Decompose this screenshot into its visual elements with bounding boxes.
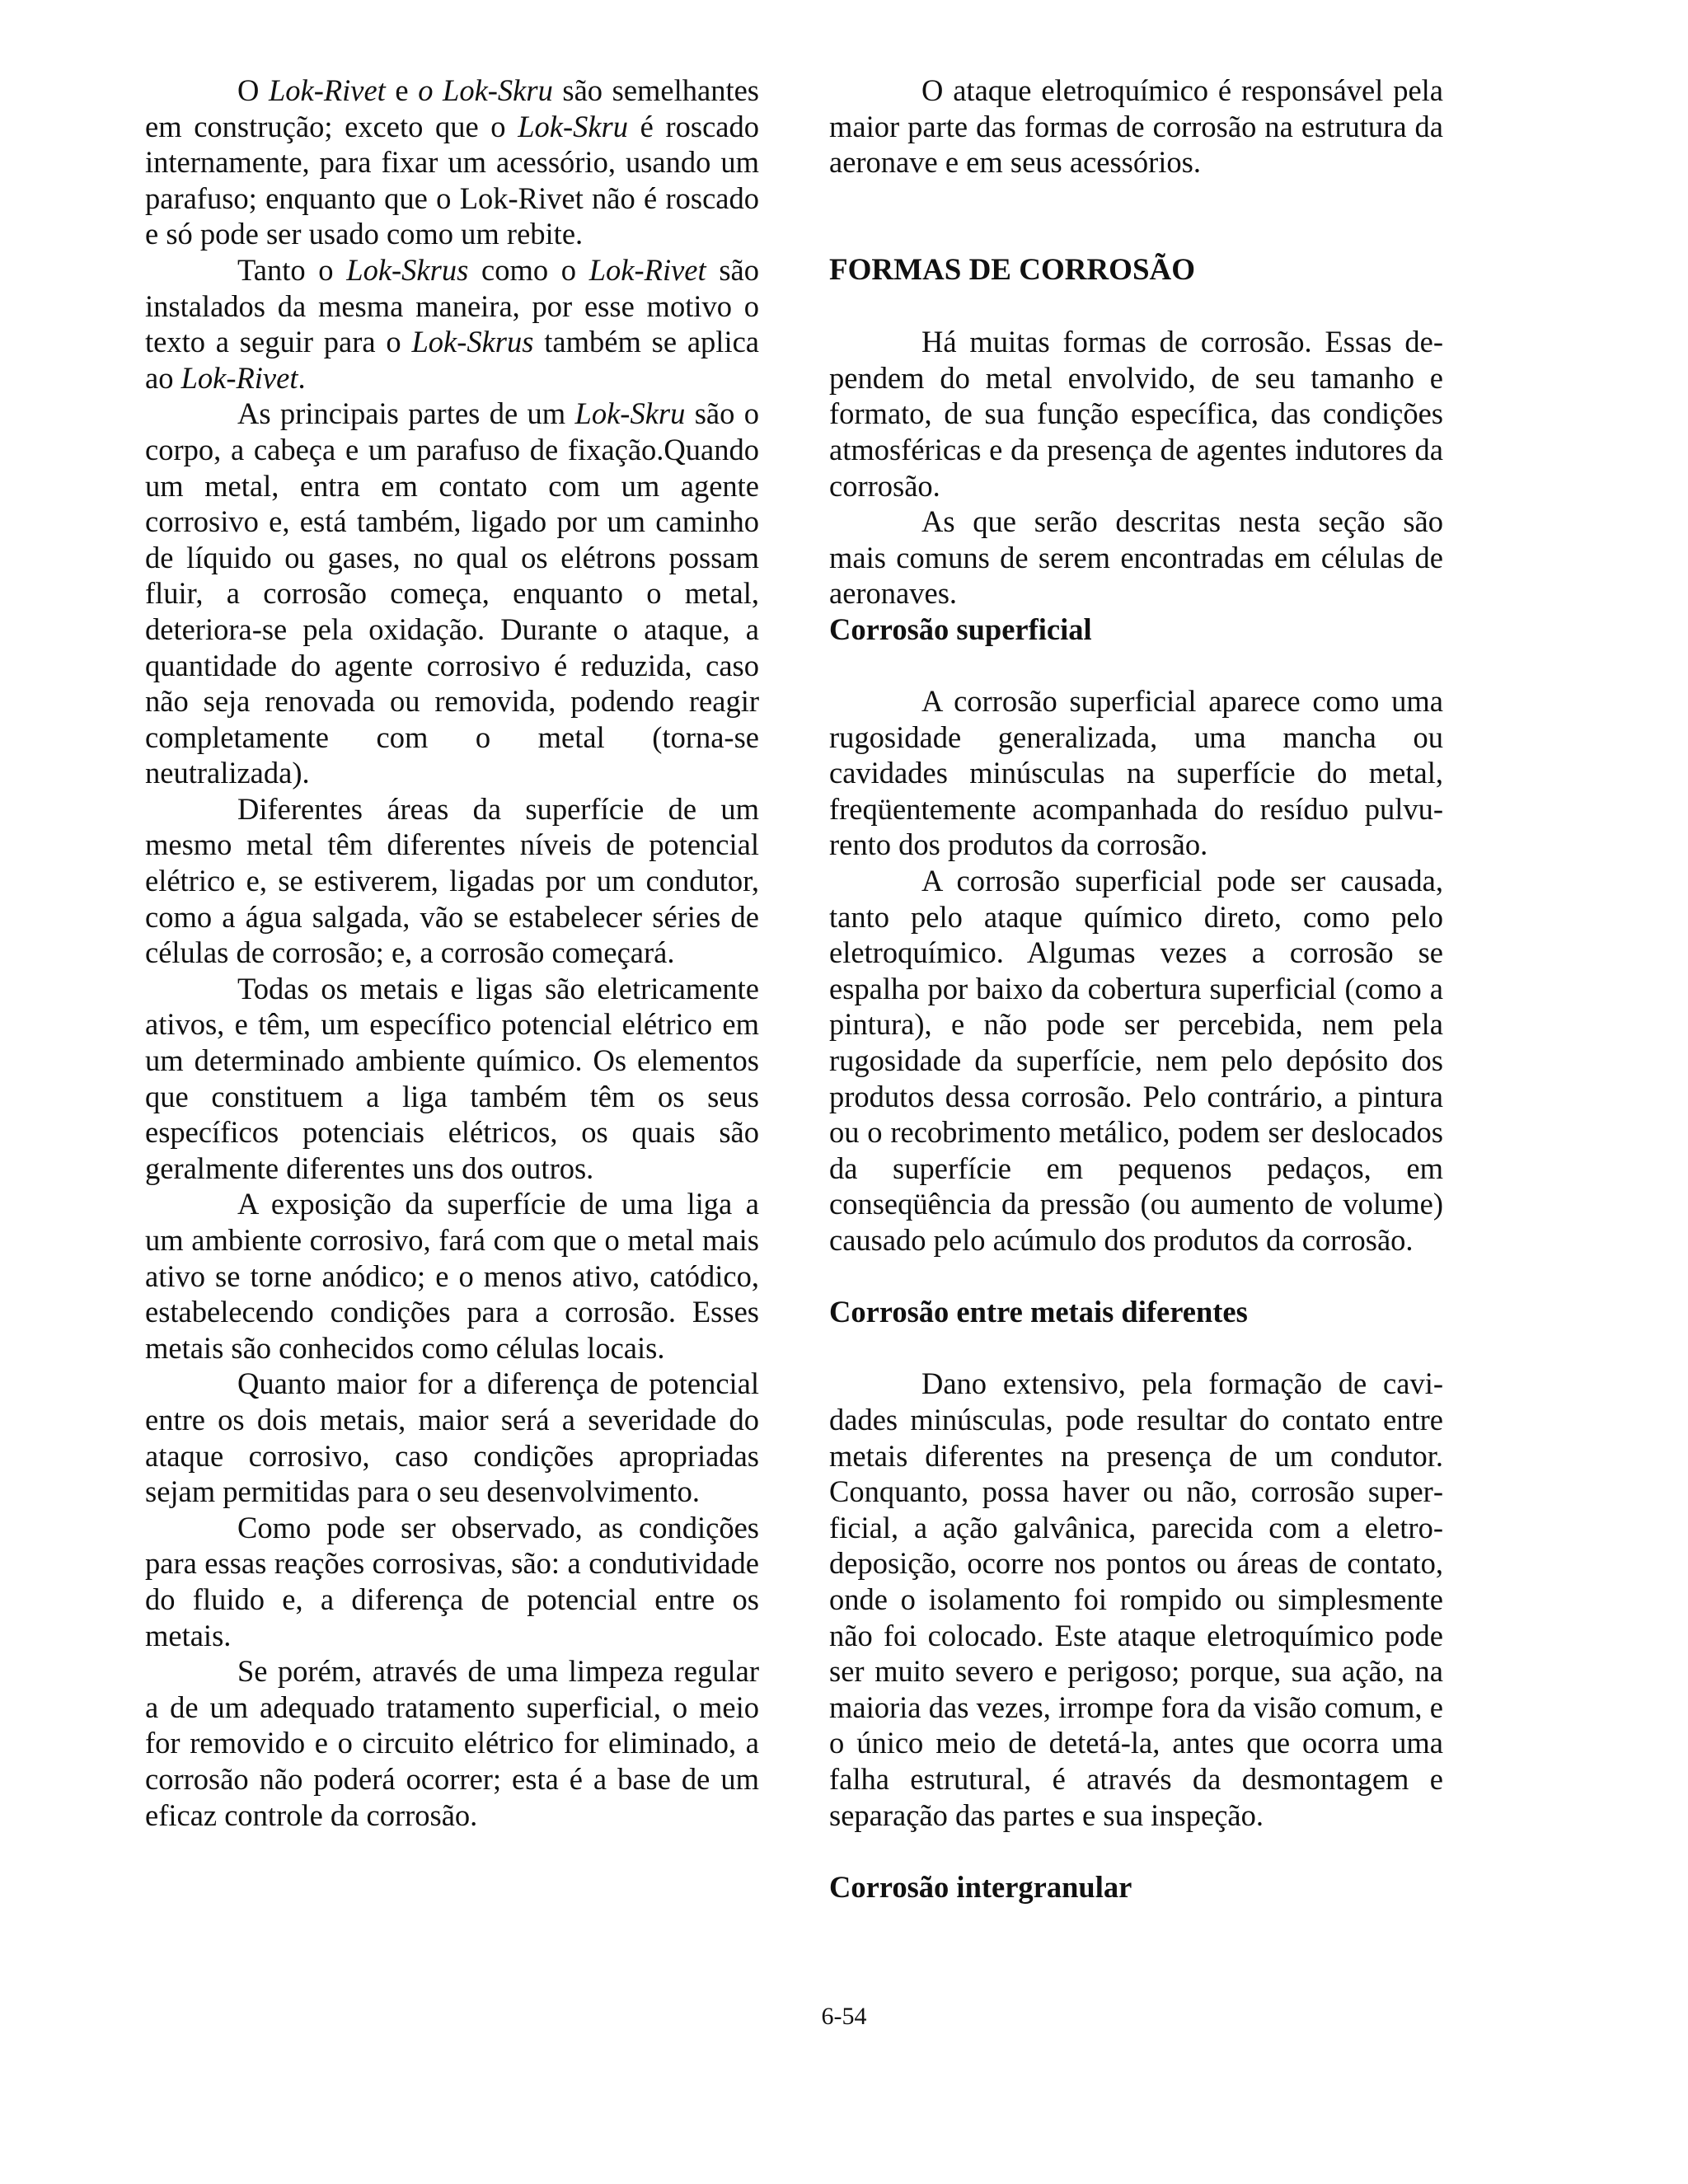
right-column [829,73,1443,1905]
text-run: é roscado internamente, para fixar um acessório, usando um parafuso; enquanto que o Lok-Rivet não é roscado e só pode ser usado como um rebite. [145,109,759,251]
text-run: As principais partes de um [237,396,575,431]
italic-term: o [418,73,434,107]
subheading-surface-corrosion: Corrosão superficial [829,612,1092,646]
text-run: e [385,73,419,107]
spacer [829,648,1443,684]
paragraph-electrochemical-attack: O ataque eletroquímico é responsável pela maior parte das formas de corrosão na estrutura da aeronave e em seus acessórios. [829,73,1443,180]
paragraph-installation [145,252,759,396]
italic-term: Lok-Skrus [411,325,534,359]
subheading-intergranular: Corrosão intergranular [829,1869,1132,1904]
text-run: Tanto o [237,252,347,287]
italic-term: Lok-Skru [443,73,553,107]
spacer [829,1330,1443,1366]
italic-term: Lok-Rivet [181,360,298,395]
spacer [829,180,1443,252]
page-number: 6-54 [821,2003,867,2030]
italic-term: Lok-Skrus [346,252,469,287]
text-run: são o corpo, a cabeça e um parafuso de fixação.Quando um metal, entra em contato com um agente corrosivo e, está também, ligado por um caminho de líquido ou gases, no qual os elétrons possam fluir, a corrosão começa, enquanto o metal, deteriora-se pela oxidação. Durante o ataque, a quantidade do agente corrosivo é reduzida, caso não seja renovada ou removida, podendo reagir completamente com o metal (torna-se neutralizada). [145,396,759,790]
paragraph-conditions: Como pode ser observado, as condições para essas reações corrosivas, são: a condutividade do fluido e, a diferença de potencial entre os metais. [145,1510,759,1652]
text-run: como o [468,252,589,287]
paragraph-surface-appearance: A corrosão superficial aparece como uma rugosidade generalizada, uma mancha ou cavidades minúsculas na superfície do metal, freqüentemente acompanhada do resíduo pulvurento dos produtos da corrosão. [829,684,1443,862]
paragraph-many-forms: Há muitas formas de corrosão. Essas dependem do metal envolvido, de seu tamanho e formato, de sua função específica, das condições atmosféricas e da presença de agentes indutores da corrosão. [829,325,1443,503]
text-run: são instalados da mesma maneira, por esse motivo o texto a seguir para o [145,252,760,359]
text-run: também se aplica ao [145,325,759,395]
left-column [145,73,759,1833]
paragraph-surface-causes: A corrosão superficial pode ser causada, tanto pelo ataque químico direto, como pelo eletroquímico. Algumas vezes a corrosão se espalha por baixo da cobertura superficial (como a pintura), e não pode ser percebida, nem pela rugosidade da superfície, nem pelo depósito dos produtos dessa corrosão. Pelo contrário, a pintura ou o recobrimento metálico, podem ser deslocados da superfície em pequenos pedaços, em conseqüência da pressão (ou aumento de volume) causado pelo acúmulo dos produtos da corrosão. [829,864,1443,1257]
paragraph-potential-areas: Diferentes áreas da superfície de um mesmo metal têm diferentes níveis de potencial elétrico e, se estiverem, ligadas por um condutor, como a água salgada, vão se estabelecer séries de células de corrosão; e, a corrosão começará. [145,791,759,970]
text-run [433,73,443,107]
paragraph-common-forms: As que serão descritas nesta seção são mais comuns de serem encontradas em células de aeronaves. [829,504,1443,611]
paragraph-dissimilar-metals: Dano extensivo, pela formação de cavidades minúsculas, pode resultar do contato entre metais diferentes na presença de um condutor. Conquanto, possa haver ou não, corrosão superficial, a ação galvânica, parecida com a eletrodeposição, ocorre nos pontos ou áreas de contato, onde o isolamento foi rompido ou simplesmente não foi colocado. Este ataque eletroquímico pode ser muito severo e perigoso; porque, sua ação, na maioria das vezes, irrompe fora da visão comum, e o único meio de detetá-la, antes que ocorra uma falha estrutural, é através da desmontagem e separação das partes e sua inspeção. [829,1366,1443,1832]
paragraph-active-metals: Todas os metais e ligas são eletricamente ativos, e têm, um específico potencial elétrico em um determinado ambiente químico. Os elementos que constituem a liga também têm os seus específicos potenciais elétricos, os quais são geralmente diferentes uns dos outros. [145,971,759,1185]
subheading-dissimilar-metals: Corrosão entre metais diferentes [829,1295,1248,1329]
spacer [829,1258,1443,1295]
section-heading-forms-of-corrosion: FORMAS DE CORROSÃO [829,252,1196,287]
paragraph-potential-difference: Quanto maior for a diferença de potencial entre os dois metais, maior será a severidade do ataque corrosivo, caso condições apropriadas sejam permitidas para o seu desenvolvimento. [145,1366,759,1509]
paragraph-cleaning: Se porém, através de uma limpeza regular a de um adequado tratamento superficial, o meio for removido e o circuito elétrico for eliminado, a corrosão não poderá ocorrer; esta é a base de um eficaz controle da corrosão. [145,1654,759,1832]
italic-term: Lok-Rivet [588,252,706,287]
paragraph-exposure: A exposição da superfície de uma liga a um ambiente corrosivo, fará com que o metal mais ativo se torne anódico; e o menos ativo, catódico, estabelecendo condições para a corrosão. Esses metais são conhecidos como células locais. [145,1187,759,1365]
spacer [829,288,1443,325]
italic-term: Lok-Skru [518,109,629,143]
italic-term: Lok-Skru [574,396,686,431]
text-run: são semelhantes em construção; exceto que o [145,73,760,143]
spacer [829,1833,1443,1869]
paragraph-main-parts [145,396,759,791]
italic-term: Lok-Rivet [268,73,386,107]
paragraph-lok-rivet-lok-skru [145,73,759,252]
text-run: O [237,73,269,107]
text-run: . [298,360,306,395]
